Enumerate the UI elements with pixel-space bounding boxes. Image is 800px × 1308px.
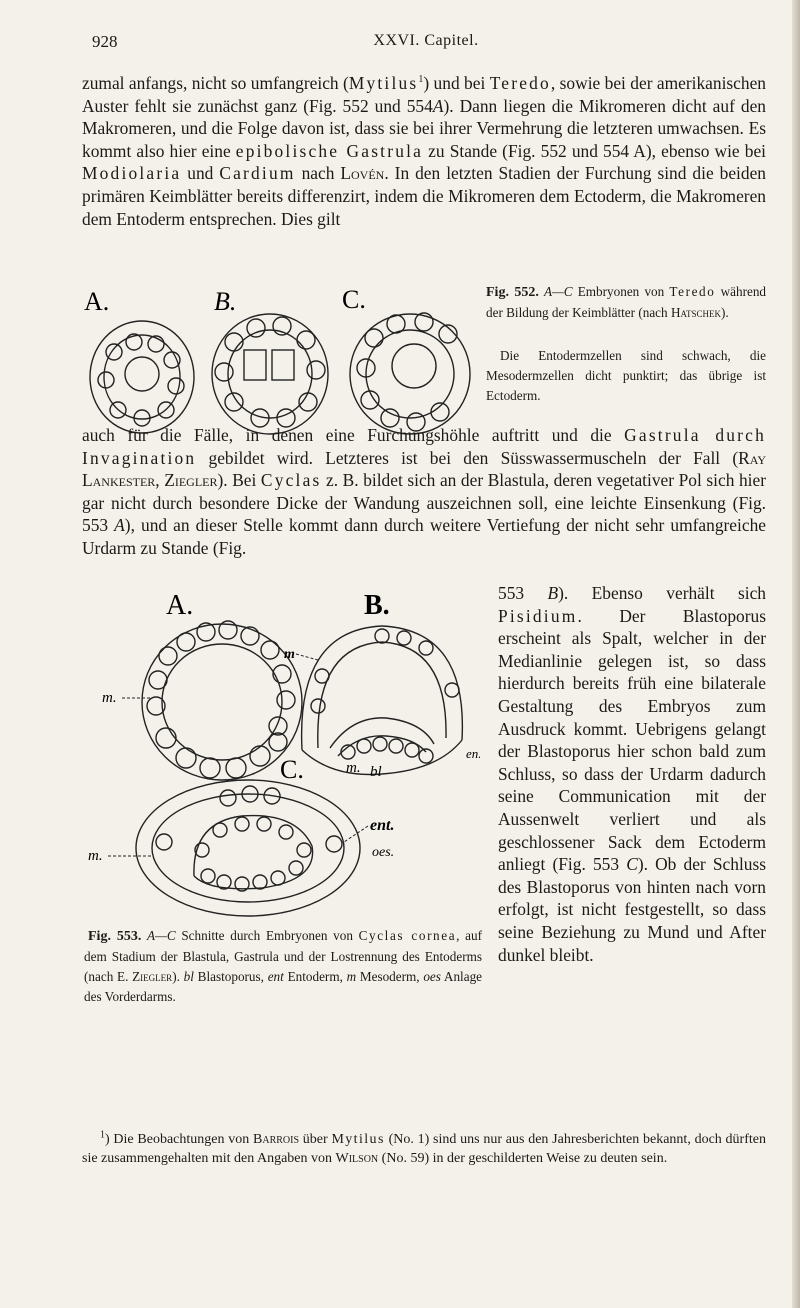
fig553-b-leader-m [296,654,318,660]
paragraph-2: auch für die Fälle, in denen eine Furchungshöhle auftritt und die Gastrula durch Invagination gebildet wird. Letzteres ist bei den Süsswassermuscheln der Fall (Ray Lankester, Ziegler). Bei Cyclas z. B. bildet sich an der Blastula, deren vegetativer Pol sich hier gar nicht durch besondere Dicke der Wandung auszeichnen soll, eine leichte Einsenkung (Fig. 553 A), und an dieser Stelle kommt dann durch weitere Vertiefung der nicht sehr umfangreiche Urdarm zu Stande (Fig. [82,425,767,558]
embryo-b [212,314,328,434]
fig553-label-b: B. [364,590,390,621]
paragraph-1: zumal anfangs, nicht so umfangreich (Mytilus$^1$) und bei Teredo, sowie bei der amerikanischen Auster fehlt sie zunächst ganz (Fig. 552 und 554A). Dann liegen die Mikromeren dicht auf den Makromeren, und die Folge davon ist, dass sie bei ihrer Vermehrung die letzteren umwachsen. Es kommt also hier eine epibolische Gastrula zu Stande (Fig. 552 und 554 A), ebenso wie bei Modiolaria und Cardium nach Lovén. In den letzten Stadien der Furchung sind die beiden primären Keimblätter bereits differenzirt, indem die Mikromeren dem Ectoderm, die Makromeren dem Entoderm entsprechen. Dies gilt [82,73,767,229]
footnote-ref[interactable]: 1 [418,74,424,86]
section-a-blastula [142,621,302,780]
page-number: 928 [92,32,118,51]
running-head: XXVI. Capitel. [373,32,479,49]
section-c-entoderm-separation [136,780,360,916]
figure-552-drawing [84,282,480,442]
page-edge [792,0,800,1308]
figure-553-drawing [82,590,480,920]
fig552-label-c: C. [342,285,366,314]
figure-552-caption-note: Die Entodermzellen sind schwach, die Mesodermzellen dicht punktirt; das übrige ist Ectoderm. [486,348,766,403]
fig553-b-m-label: m. [346,760,361,776]
fig552-label-a: A. [84,287,110,316]
fig552-label-b: B. [214,287,237,316]
fig553-a-mesoderm-label: m. [102,690,117,706]
fig553-b-blastoporus-label: bl [370,764,382,780]
embryo-c [350,313,470,434]
fig553-b-entoderm-label: en. [466,746,480,761]
fig553-c-entoderm-label: ent. [370,817,395,834]
section-b-gastrula [302,626,463,775]
fig553-b-mesoderm-label: m [284,647,295,662]
footnote-mark: 1 [100,1129,105,1141]
fig553-label-c: C. [280,755,304,784]
figure-552 [84,282,480,442]
embryo-a [90,321,194,433]
fig553-label-a: A. [166,590,194,621]
footnote: $^1$) Die Beobachtungen von Barrois über Mytilus (No. 1) sind uns nur aus den Jahresberichten bekannt, doch dürften sie zusammengehalten mit den Angaben von Wilson (No. 59) in der geschilderten Weise zu deuten sein. [82,1129,766,1166]
figure-553 [82,590,480,920]
paragraph-3: 553 B). Ebenso verhält sich Pisidium. Der Blastoporus erscheint als Spalt, welcher in der Medianlinie gelegen ist, so dass hierdurch bereits früh eine bilaterale Gestaltung des Embryos zum Ausdruck kommt. Uebrigens gelangt der Blastoporus hier schon bald zum Schluss, so dass der Urdarm dadurch seine Communication mit der Aussenwelt verliert und als geschlossener Sack dem Ectoderm anliegt (Fig. 553 C). Ob der Schluss des Blastoporus von hinten nach vorn erfolgt, ist nicht festgestellt, so dass seine Beziehung zu Mund und After dunkel bleibt. [498,583,767,965]
figure-553-caption: Fig. 553. A—C Schnitte durch Embryonen von Cyclas cornea, auf dem Stadium der Blastula, Gastrula und der Lostrennung des Entoderms (nach E. Ziegler). bl Blastoporus, ent Entoderm, m Mesoderm, oes Anlage des Vorderdarms. [84,928,483,1004]
figure-552-caption: Fig. 552. A—C Embryonen von Teredo während der Bildung der Keimblätter (nach Hatschek). [486,284,767,320]
fig553-c-oesophagus-label: oes. [372,845,395,860]
page-header [92,32,760,56]
fig553-c-mesoderm-label: m. [88,848,103,864]
